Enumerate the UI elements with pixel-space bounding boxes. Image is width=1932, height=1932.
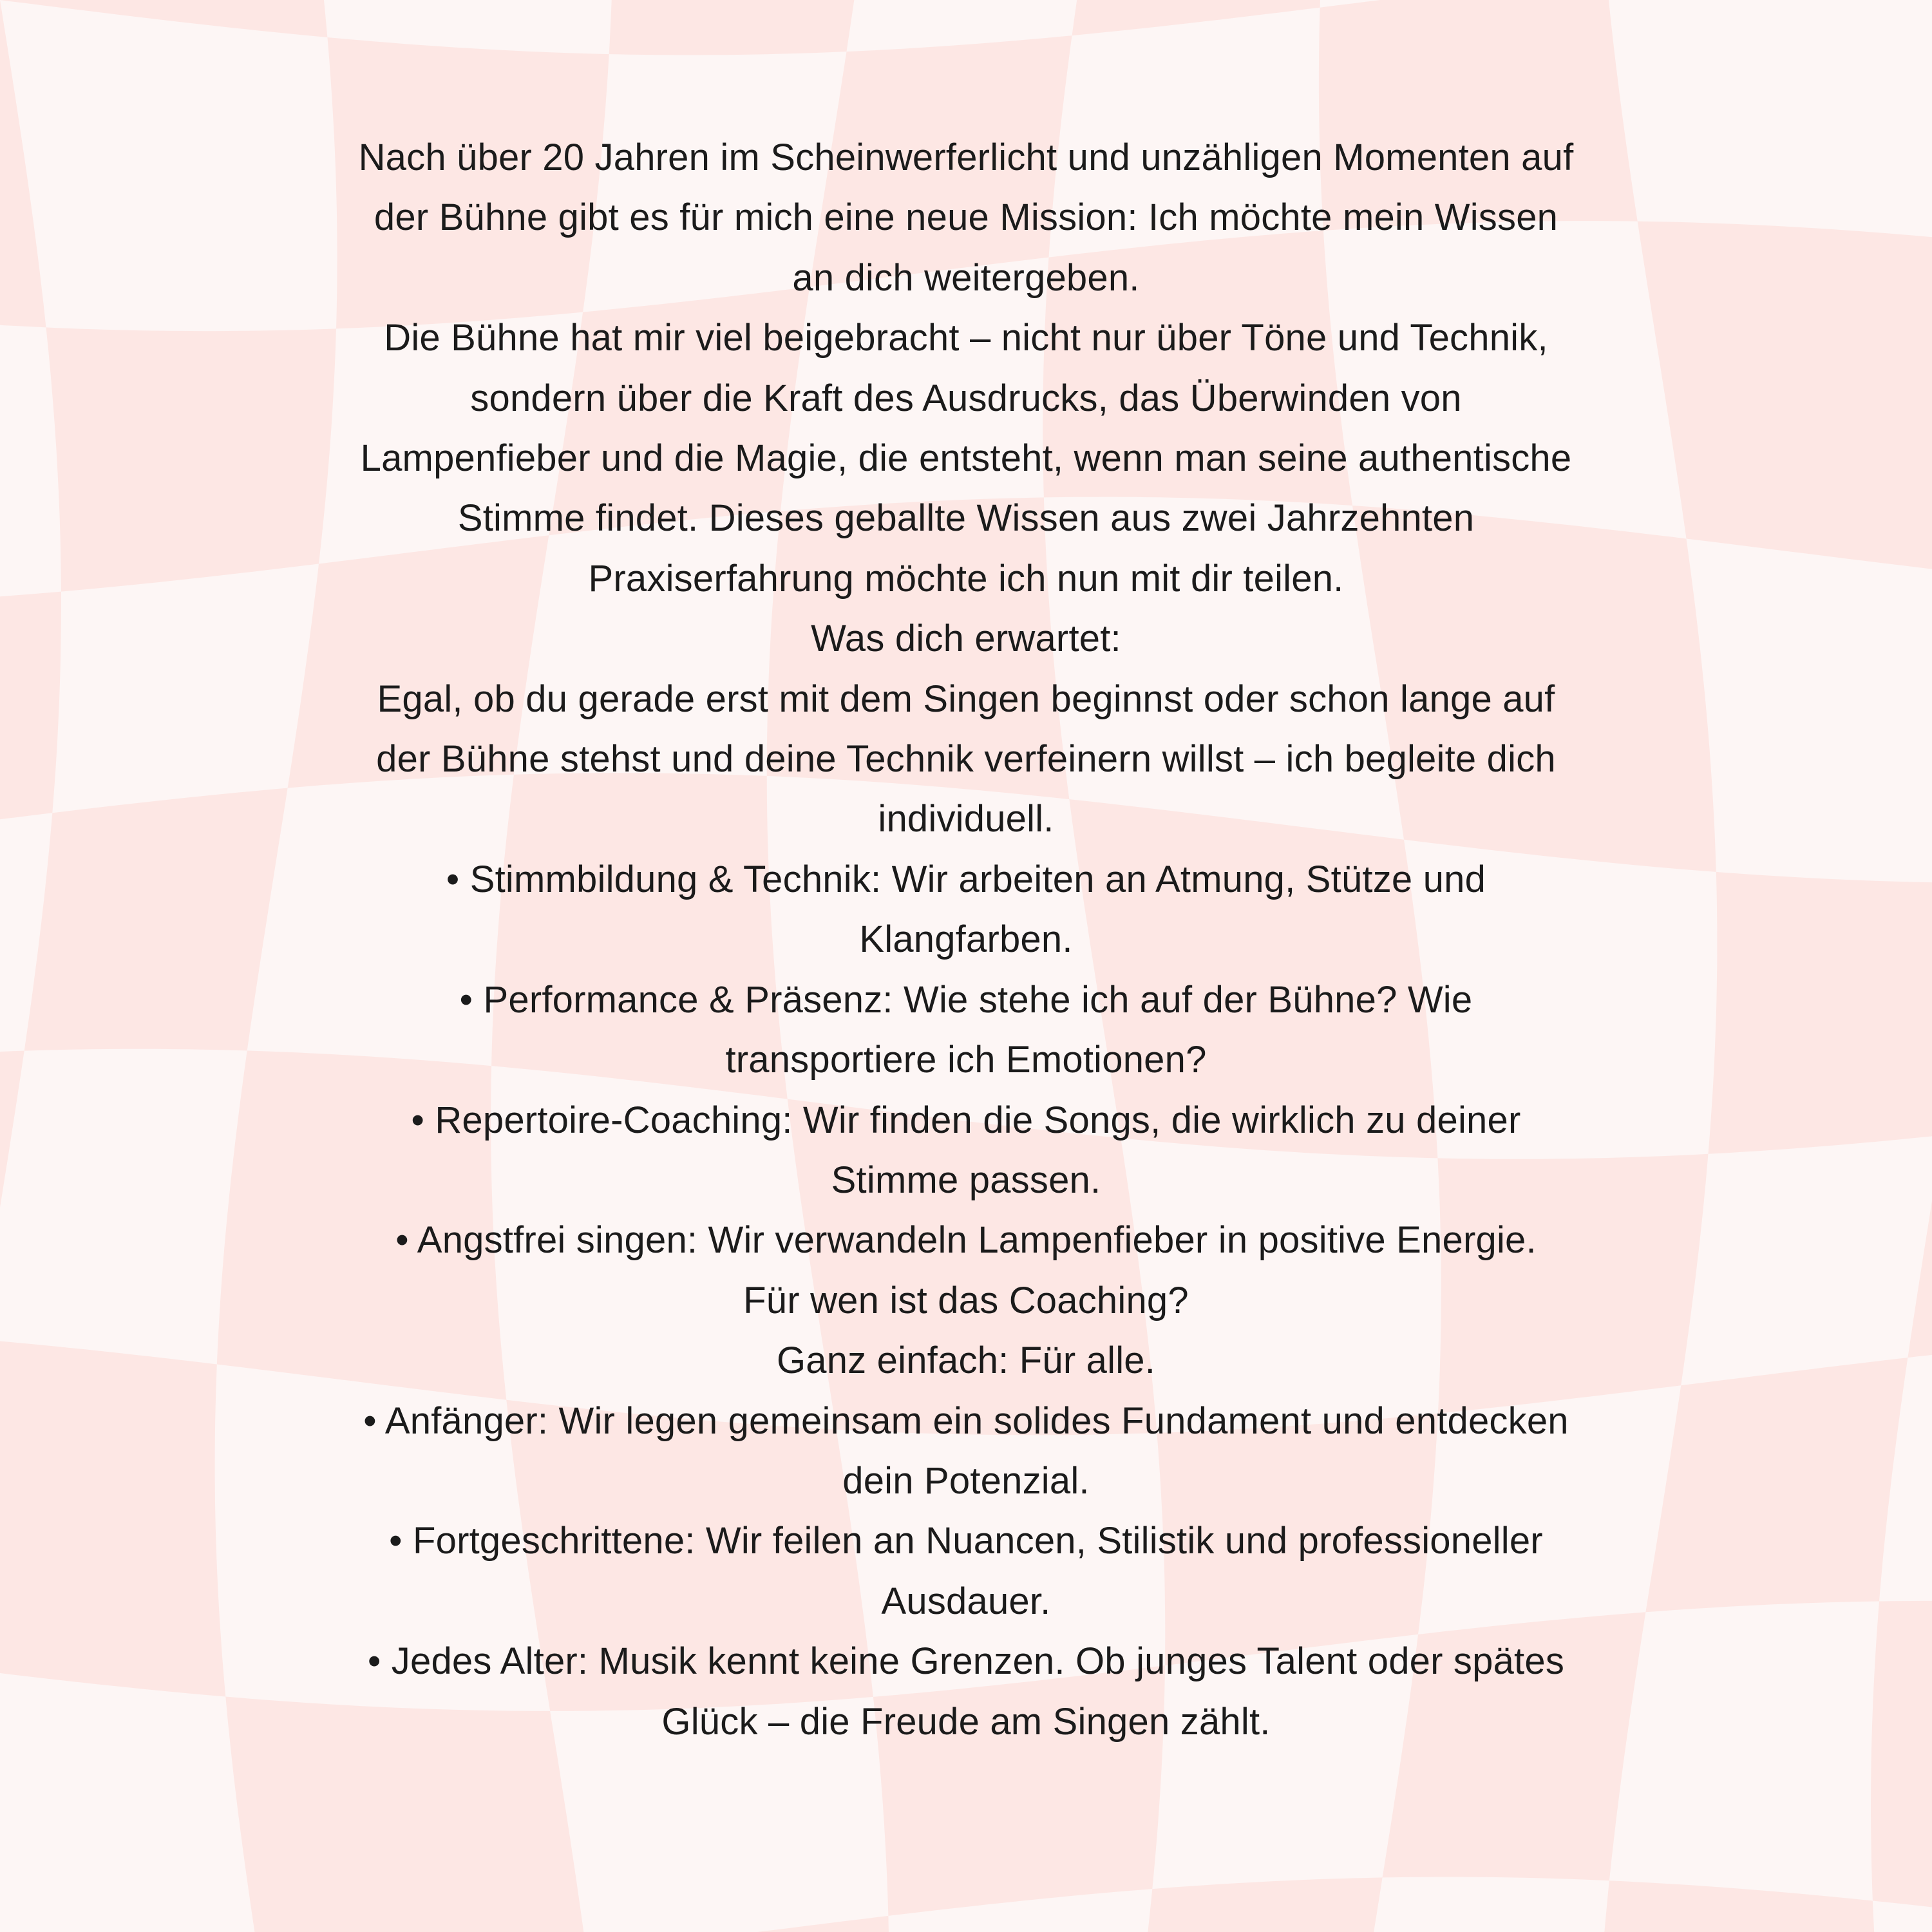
background-check-tile [883,1889,1152,1932]
bullet-line: Ausdauer. [881,1580,1051,1622]
text-line: der Bühne stehst und deine Technik verfeinern willst – ich begleite dich [376,738,1556,781]
text-line: an dich weitergeben. [792,256,1140,299]
bullet-line: • Jedes Alter: Musik kennt keine Grenzen. Ob junges Talent oder spätes [367,1640,1565,1683]
background-check-tile [0,813,52,1066]
background-check-tile [0,300,61,607]
background-check-tile [1873,1901,1932,1932]
text-line: sondern über die Kraft des Ausdrucks, das Überwinden von [470,377,1462,419]
background-check-tile [1681,1135,1932,1385]
background-check-tile [1320,0,1606,8]
background-check-tile [283,0,613,54]
background-check-tile [1687,539,1932,884]
section-heading-who-is-it-for: Für wen ist das Coaching? [743,1279,1189,1321]
coaching-description-text [232,128,1700,1752]
text-line: Nach über 20 Jahren im Scheinwerferlicht und unzähligen Momenten auf [358,137,1574,178]
section-heading-what-to-expect: Was dich erwartet: [811,618,1121,660]
bullet-line: Stimme passen. [831,1159,1101,1201]
text-line: Die Bühne hat mir viel beigebracht – nicht nur über Töne und Technik, [384,317,1548,359]
text-line: Lampenfieber und die Magie, die entsteht, wenn man seine authentische [360,437,1572,480]
bullet-line: • Stimmbildung & Technik: Wir arbeiten an Atmung, Stütze und [446,858,1486,900]
bullet-line: • Performance & Präsenz: Wie stehe ich auf der Bühne? Wie [459,978,1473,1021]
text-line: Egal, ob du gerade erst mit dem Singen beginnst oder schon lange auf [377,677,1555,720]
background-check-tile [0,1666,262,1932]
background-check-tile [1340,1877,1609,1932]
text-line: der Bühne gibt es für mich eine neue Mission: Ich möchte mein Wissen [374,196,1558,239]
bullet-line: • Anfänger: Wir legen gemeinsam ein solides Fundament und entdecken [363,1399,1569,1442]
text-line: individuell. [878,798,1054,840]
bullet-line: • Fortgeschrittene: Wir feilen an Nuancen, Stilistik und professioneller [389,1520,1543,1562]
bullet-line: Klangfarben. [859,918,1073,961]
background-check-tile [1879,1334,1932,1607]
bullet-line: transportiere ich Emotionen? [725,1039,1207,1081]
text-line: Ganz einfach: Für alle. [776,1340,1156,1382]
text-line: Stimme findet. Dieses geballte Wissen aus zwei Jahrzehnten [457,497,1475,540]
bullet-line: dein Potenzial. [842,1459,1090,1502]
background-check-tile [0,1049,247,1365]
bullet-line: Glück – die Freude am Singen zählt. [661,1700,1271,1743]
bullet-line: • Repertoire-Coaching: Wir finden die Songs, die wirklich zu deiner [411,1099,1521,1141]
text-line: Praxiserfahrung möchte ich nun mit dir teilen. [588,557,1344,600]
bullet-line: • Angstfrei singen: Wir verwandeln Lampenfieber in positive Energie. [395,1219,1537,1262]
